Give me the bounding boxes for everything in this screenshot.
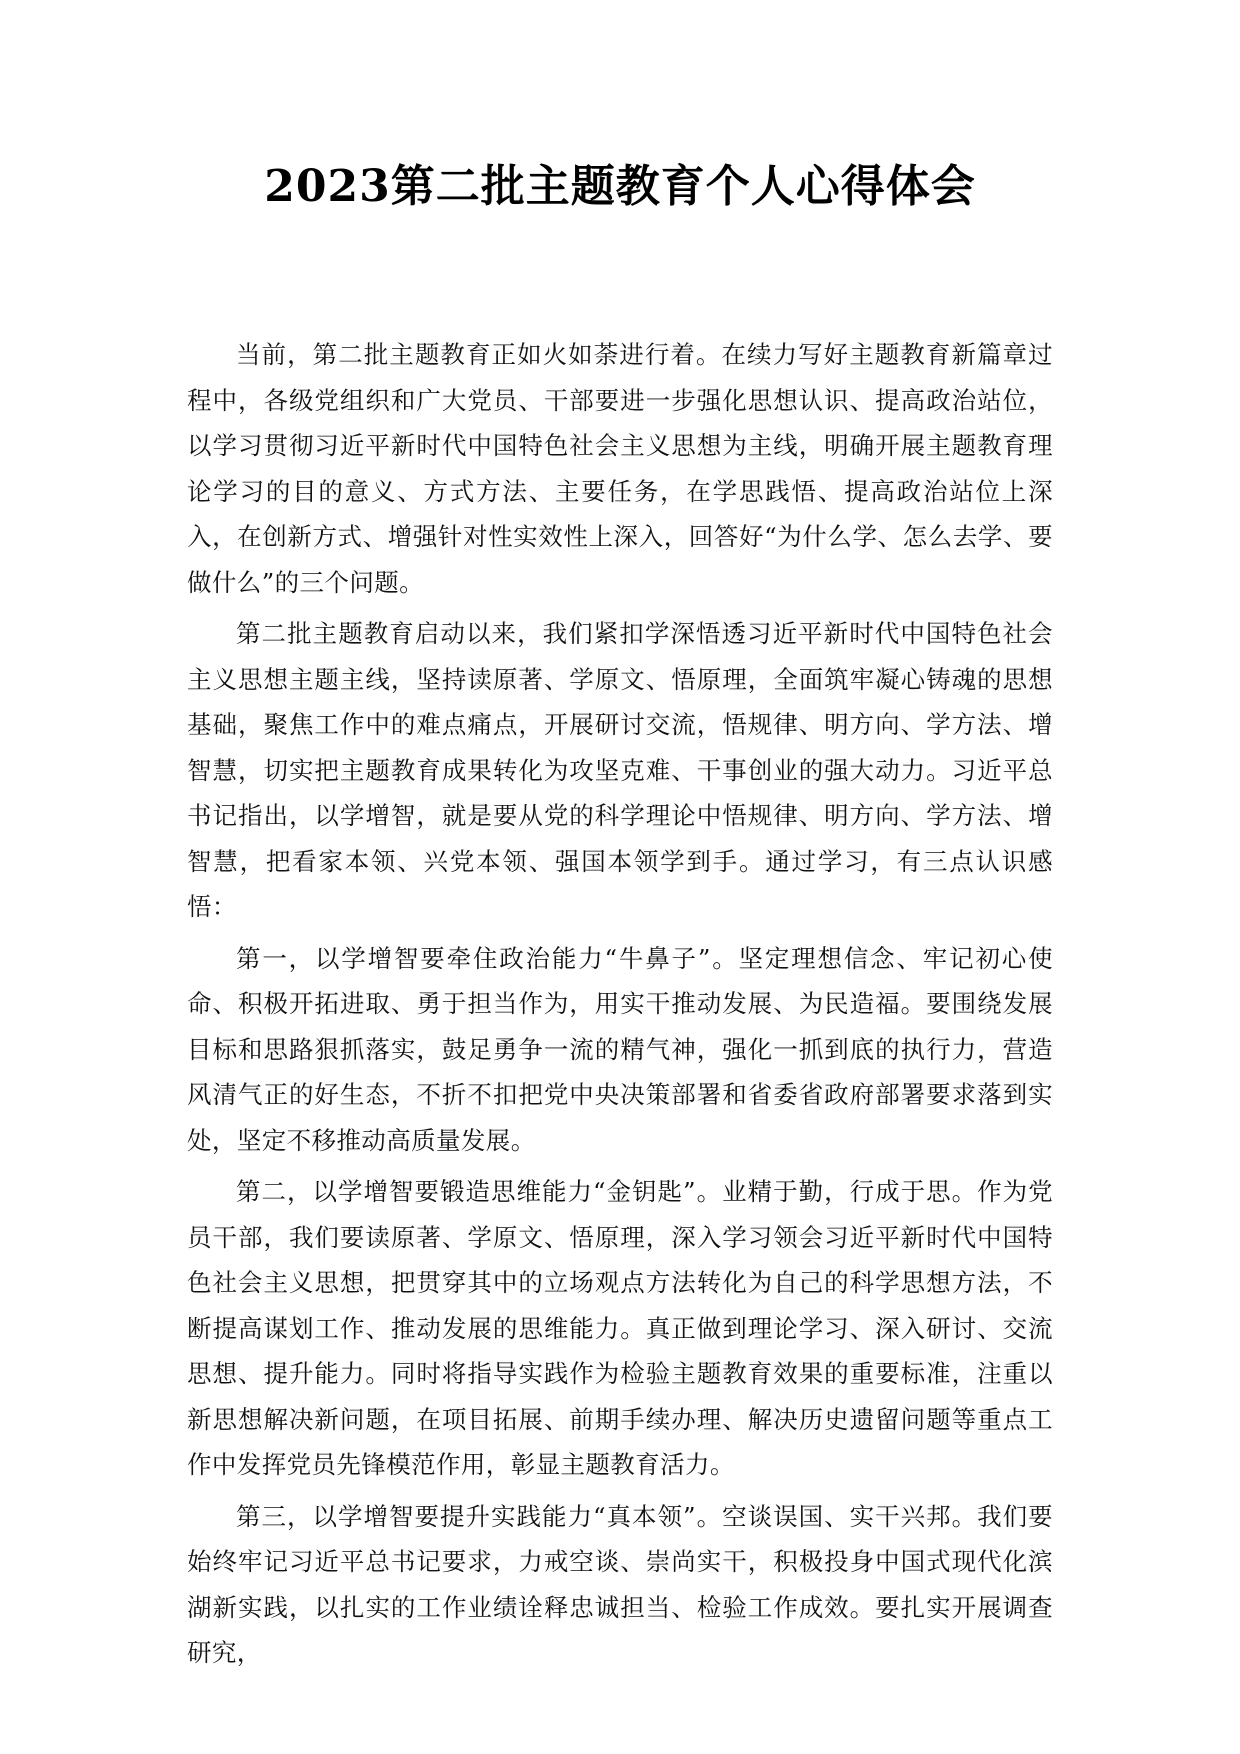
paragraph-intro: 当前，第二批主题教育正如火如荼进行着。在续力写好主题教育新篇章过程中，各级党组织和广大党员、干部要进一步强化思想认识、提高政治站位，以学习贯彻习近平新时代中国特色社会主义思想为主线，明确开展主题教育理论学习的目的意义、方式方法、主要任务，在学思践悟、提高政治站位上深入，在创新方式、增强针对性实效性上深入，回答好“为什么学、怎么去学、要做什么”的三个问题。 — [187, 340, 1053, 597]
document-title: 2023第二批主题教育个人心得体会 — [264, 161, 976, 212]
document-body — [187, 332, 1053, 1682]
paragraph-point-one: 第一，以学增智要牵住政治能力“牛鼻子”。坚定理想信念、牢记初心使命、积极开拓进取、勇于担当作为，用实干推动发展、为民造福。要围绕发展目标和思路狠抓落实，鼓足勇争一流的精气神，强化一抓到底的执行力，营造风清气正的好生态，不折不扣把党中央决策部署和省委省政府部署要求落到实处，坚定不移推动高质量发展。 — [187, 943, 1053, 1155]
paragraph-background: 第二批主题教育启动以来，我们紧扣学深悟透习近平新时代中国特色社会主义思想主题主线，坚持读原著、学原文、悟原理，全面筑牢凝心铸魂的思想基础，聚焦工作中的难点痛点，开展研讨交流，悟规律、明方向、学方法、增智慧，切实把主题教育成果转化为攻坚克难、干事创业的强大动力。习近平总书记指出，以学增智，就是要从党的科学理论中悟规律、明方向、学方法、增智慧，把看家本领、兴党本领、强国本领学到手。通过学习，有三点认识感悟： — [187, 619, 1053, 921]
paragraph-point-two: 第二，以学增智要锻造思维能力“金钥匙”。业精于勤，行成于思。作为党员干部，我们要读原著、学原文、悟原理，深入学习领会习近平新时代中国特色社会主义思想，把贯穿其中的立场观点方法转化为自己的科学思想方法，不断提高谋划工作、推动发展的思维能力。真正做到理论学习、深入研讨、交流思想、提升能力。同时将指导实践作为检验主题教育效果的重要标准，注重以新思想解决新问题，在项目拓展、前期手续办理、解决历史遗留问题等重点工作中发挥党员先锋模范作用，彰显主题教育活力。 — [187, 1177, 1053, 1479]
paragraph-point-three: 第三，以学增智要提升实践能力“真本领”。空谈误国、实干兴邦。我们要始终牢记习近平总书记要求，力戒空谈、崇尚实干，积极投身中国式现代化滨湖新实践，以扎实的工作业绩诠释忠诚担当、检验工作成效。要扎实开展调查研究， — [187, 1501, 1053, 1667]
